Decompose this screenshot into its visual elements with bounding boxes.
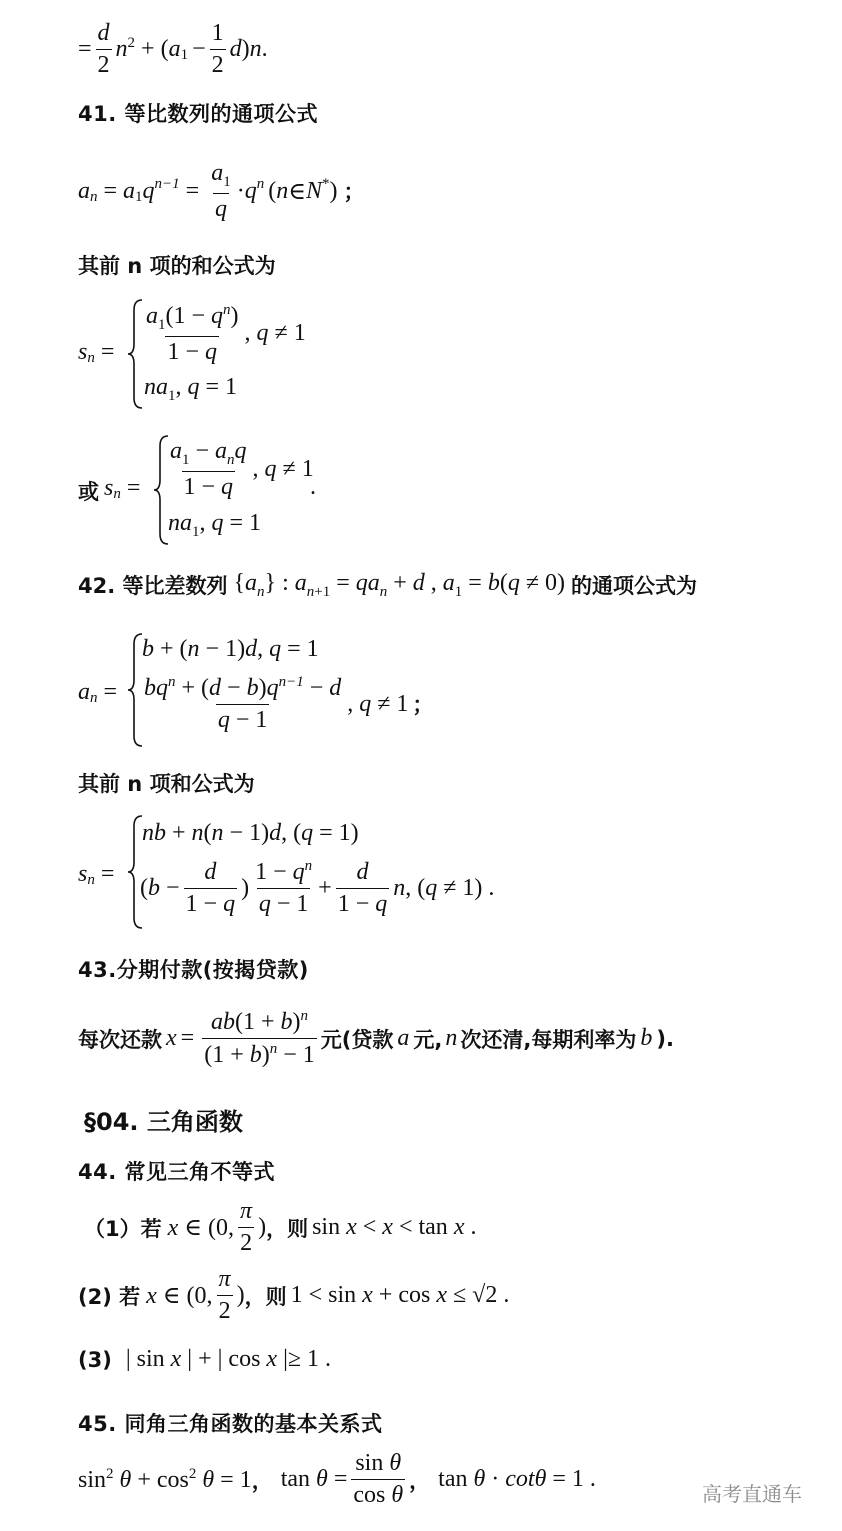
heading-42-suffix: 的通项公式为 bbox=[571, 574, 698, 599]
var-n: n bbox=[445, 1025, 458, 1051]
watermark-text: 高考直通车 bbox=[702, 1482, 802, 1506]
formula-43-installment: 每次还款 x = $\frac{ab(1 + b)^n}{(1 + b)^n - 1}$ 元(贷款 a 元, n 次还清,每期利率为 b ). bbox=[78, 1008, 674, 1068]
heading-43: 43.分期付款(按揭贷款) bbox=[78, 958, 309, 982]
separator-1: ， bbox=[251, 1468, 273, 1493]
formula-41-general-term: a $_n$ = a $_1$ q $^{n-1}$ = $\frac{a_1}{q}$ · q $^n$ ( n ∈ N * ) ； bbox=[78, 160, 365, 222]
text-41-sum-intro: 其前 n 项的和公式为 bbox=[78, 254, 276, 278]
var-b: b bbox=[640, 1025, 653, 1051]
heading-45: 45. 同角三角函数的基本关系式 bbox=[78, 1412, 383, 1436]
inequality-44-case-1: （1）若 x ∈ (0, $\frac{\pi}{2}$ ) ，则 sin x < x < tan x . bbox=[84, 1198, 477, 1256]
case-2-label: (2) 若 bbox=[78, 1284, 141, 1309]
heading-41: 41. 等比数列的通项公式 bbox=[78, 102, 319, 126]
text-42-sum-intro: 其前 n 项和公式为 bbox=[78, 772, 255, 796]
separator-2: ， bbox=[409, 1468, 431, 1493]
text-43-tail-1: 元(贷款 bbox=[320, 1027, 394, 1052]
case-3-label: (3) bbox=[78, 1347, 112, 1372]
formula-45-identities: $\sin^2 \theta + \cos^2 \theta = 1$ ， tan θ = $\frac{\text{sin θ}}{\text{cos θ}}$ ， tan θ · cotθ = 1 . bbox=[78, 1450, 596, 1508]
formula-top-continuation: = $\frac{d}{2}$ n $^2$ + ( a $_1$ − $\frac{1}{2}$ d ) n . bbox=[78, 20, 268, 78]
text-43-tail-3: 次还清,每期利率为 bbox=[460, 1027, 637, 1052]
heading-42: 42. 等比差数列 $\{a_n\}$ : $a_{n+1} = qa_n + d$ , $a_1 = b(q \ne 0)$ 的通项公式为 bbox=[78, 570, 698, 600]
text-43-tail-2: 元, bbox=[413, 1027, 443, 1052]
case-1-label: （1）若 bbox=[84, 1216, 162, 1241]
inequality-44-case-2: (2) 若 x ∈ (0, $\frac{\pi}{2}$ ) ，则 1 < sin x + cos x ≤ √2 . bbox=[78, 1266, 510, 1324]
heading-42-prefix: 42. 等比差数列 bbox=[78, 574, 228, 599]
text-43-lead: 每次还款 bbox=[78, 1027, 162, 1052]
inequality-44-case-3: (3) | sin x | + | cos x |≥ 1 . bbox=[78, 1346, 332, 1372]
section-title-04: §04. 三角函数 bbox=[84, 1108, 243, 1136]
text-43-tail-4: ). bbox=[656, 1026, 674, 1051]
var-a: a bbox=[397, 1025, 410, 1051]
case-2-then: ，则 bbox=[244, 1284, 287, 1309]
or-label: 或 bbox=[78, 480, 99, 504]
case-1-then: ，则 bbox=[266, 1216, 309, 1241]
heading-44: 44. 常见三角不等式 bbox=[78, 1160, 276, 1184]
